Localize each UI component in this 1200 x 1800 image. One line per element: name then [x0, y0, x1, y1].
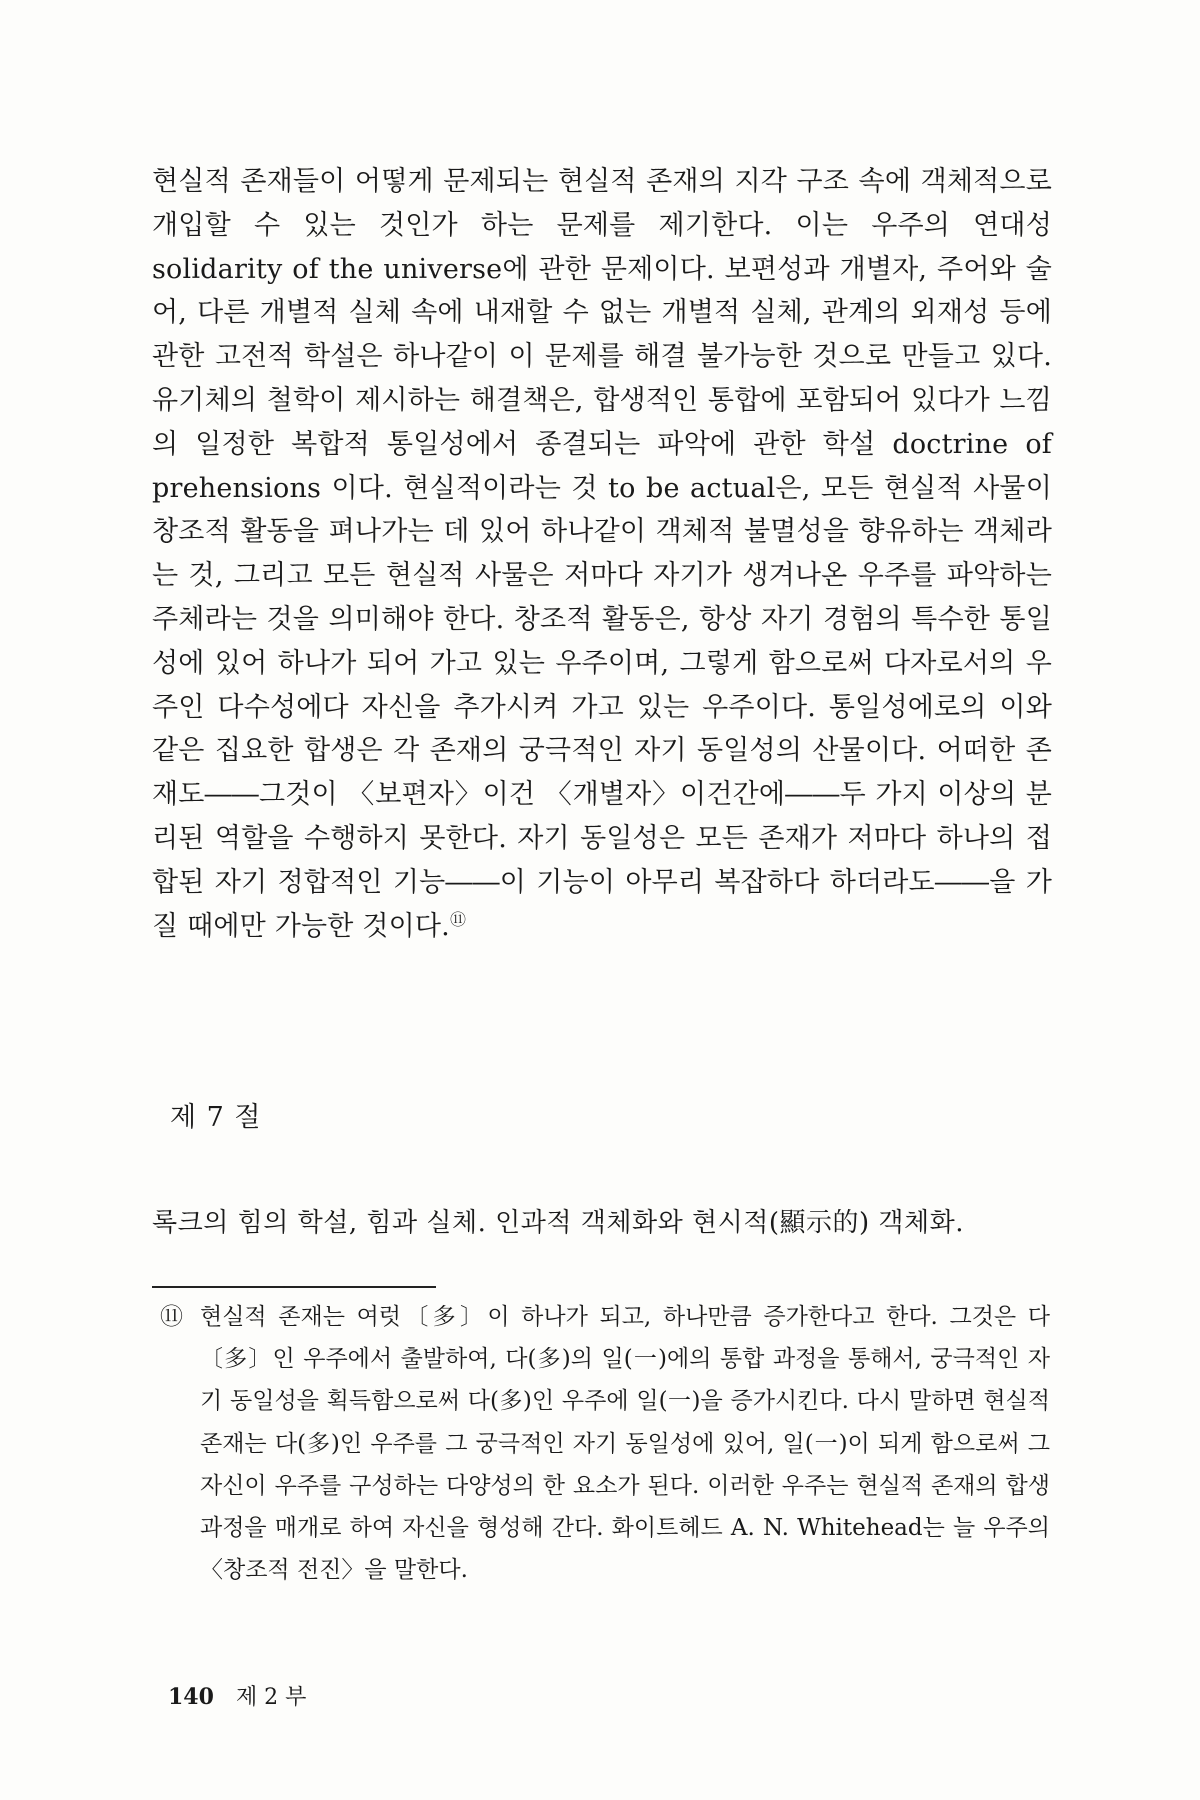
footnote — [160, 1296, 1050, 1591]
footnote-marker: ⑪ — [160, 1304, 183, 1330]
page-footer — [168, 1680, 306, 1711]
part-label: 제 2 부 — [235, 1685, 307, 1710]
main-paragraph — [152, 160, 1052, 948]
paragraph-text: 현실적 존재들이 어떻게 문제되는 현실적 존재의 지각 구조 속에 객체적으로 개입할 수 있는 것인가 하는 문제를 제기한다. 이는 우주의 연대성 solidarity of the universe에 관한 문제이다. 보편성과 개별자, 주어와 술어, 다른 개별적 실체 속에 내재할 수 없는 개별적 실체, 관계의 외재성 등에 관한 고전적 학설은 하나같이 이 문제를 해결 불가능한 것으로 만들고 있다. 유기체의 철학이 제시하는 해결책은, 합생적인 통합에 포함되어 있다가 느낌의 일정한 복합적 통일성에서 종결되는 파악에 관한 학설 doctrine of prehensions 이다. 현실적이라는 것 to be actual은, 모든 현실적 사물이 창조적 활동을 펴나가는 데 있어 하나같이 객체적 불멸성을 향유하는 객체라는 것, 그리고 모든 현실적 사물은 저마다 자기가 생겨나온 우주를 파악하는 주체라는 것을 의미해야 한다. 창조적 활동은, 항상 자기 경험의 특수한 통일성에 있어 하나가 되어 가고 있는 우주이며, 그렇게 함으로써 다자로서의 우주인 다수성에다 자신을 추가시켜 가고 있는 우주이다. 통일성에로의 이와 같은 집요한 합생은 각 존재의 궁극적인 자기 동일성의 산물이다. 어떠한 존재도――그것이 〈보편자〉이건 〈개별자〉이건간에――두 가지 이상의 분리된 역할을 수행하지 못한다. 자기 동일성은 모든 존재가 저마다 하나의 접합된 자기 정합적인 기능――이 기능이 아무리 복잡하다 하더라도――을 가질 때에만 가능한 것이다. — [152, 166, 1052, 942]
section-number: 제 7 절 — [170, 1102, 262, 1133]
footnote-divider — [152, 1286, 436, 1288]
footnote-reference: ⑪ — [449, 909, 467, 929]
page-number: 140 — [168, 1684, 214, 1710]
section-title: 록크의 힘의 학설, 힘과 실체. 인과적 객체화와 현시적(顯示的) 객체화. — [152, 1208, 964, 1238]
footnote-text: 현실적 존재는 여럿〔多〕이 하나가 되고, 하나만큼 증가한다고 한다. 그것은 다〔多〕인 우주에서 출발하여, 다(多)의 일(一)에의 통합 과정을 통해서, 궁극적인 자기 동일성을 획득함으로써 다(多)인 우주에 일(一)을 증가시킨다. 다시 말하면 현실적 존재는 다(多)인 우주를 그 궁극적인 자기 동일성에 있어, 일(一)이 되게 함으로써 그 자신이 우주를 구성하는 다양성의 한 요소가 된다. 이러한 우주는 현실적 존재의 합생 과정을 매개로 하여 자신을 형성해 간다. 화이트헤드 A. N. Whitehead는 늘 우주의 〈창조적 전진〉을 말한다. — [200, 1304, 1050, 1584]
